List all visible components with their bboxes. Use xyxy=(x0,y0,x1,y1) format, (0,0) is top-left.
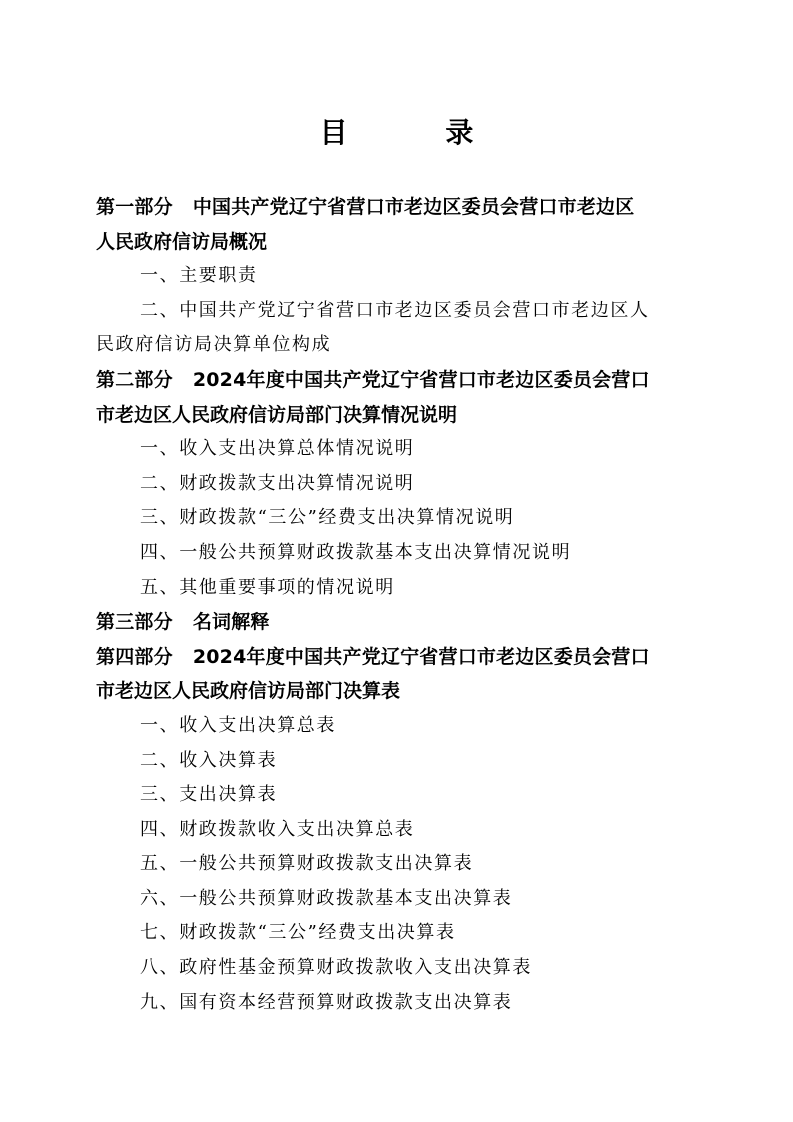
toc-item: 七、财政拨款“三公”经费支出决算表 xyxy=(140,922,456,944)
part-title: 2024年度中国共产党辽宁省营口市老边区委员会营口 xyxy=(192,368,650,391)
toc-part-3 xyxy=(96,605,700,640)
toc-item: 三、财政拨款“三公”经费支出决算情况说明 xyxy=(140,507,515,529)
toc-item: 九、国有资本经营预算财政拨款支出决算表 xyxy=(140,991,513,1013)
toc-item: 三、支出决算表 xyxy=(140,784,278,806)
part-title: 名词解释 xyxy=(192,611,270,634)
toc-item: 一、收入支出决算总表 xyxy=(140,714,336,736)
toc-part-2-continued: 市老边区人民政府信访局部门决算情况说明 xyxy=(96,403,458,426)
toc-item: 六、一般公共预算财政拨款基本支出决算表 xyxy=(140,887,513,909)
part-title: 2024年度中国共产党辽宁省营口市老边区委员会营口 xyxy=(192,645,650,668)
toc-item-continued: 民政府信访局决算单位构成 xyxy=(96,334,332,356)
page-title: 目 录 xyxy=(319,116,518,149)
part-label: 第二部分 xyxy=(96,368,173,391)
toc-part-4 xyxy=(96,640,700,675)
toc-part-4-continued: 市老边区人民政府信访局部门决算表 xyxy=(96,680,401,703)
toc-item: 八、政府性基金预算财政拨款收入支出决算表 xyxy=(140,957,532,979)
toc-item: 四、一般公共预算财政拨款基本支出决算情况说明 xyxy=(140,541,572,563)
part-title: 中国共产党辽宁省营口市老边区委员会营口市老边区 xyxy=(192,196,635,218)
toc-item: 四、财政拨款收入支出决算总表 xyxy=(140,818,415,840)
toc-item: 五、一般公共预算财政拨款支出决算表 xyxy=(140,853,474,875)
toc-item: 一、收入支出决算总体情况说明 xyxy=(140,438,415,460)
part-label: 第一部分 xyxy=(96,196,173,218)
toc-item: 二、财政拨款支出决算情况说明 xyxy=(140,472,415,494)
table-of-contents xyxy=(96,190,700,1020)
part-label: 第四部分 xyxy=(96,645,173,668)
toc-item: 二、中国共产党辽宁省营口市老边区委员会营口市老边区人 xyxy=(140,299,650,321)
toc-part-1-continued: 人民政府信访局概况 xyxy=(96,230,268,253)
toc-part-1 xyxy=(96,190,700,225)
toc-item: 一、主要职责 xyxy=(140,265,258,287)
toc-item: 二、收入决算表 xyxy=(140,749,278,771)
part-label: 第三部分 xyxy=(96,611,173,634)
toc-part-2 xyxy=(96,363,700,398)
toc-item: 五、其他重要事项的情况说明 xyxy=(140,576,395,598)
